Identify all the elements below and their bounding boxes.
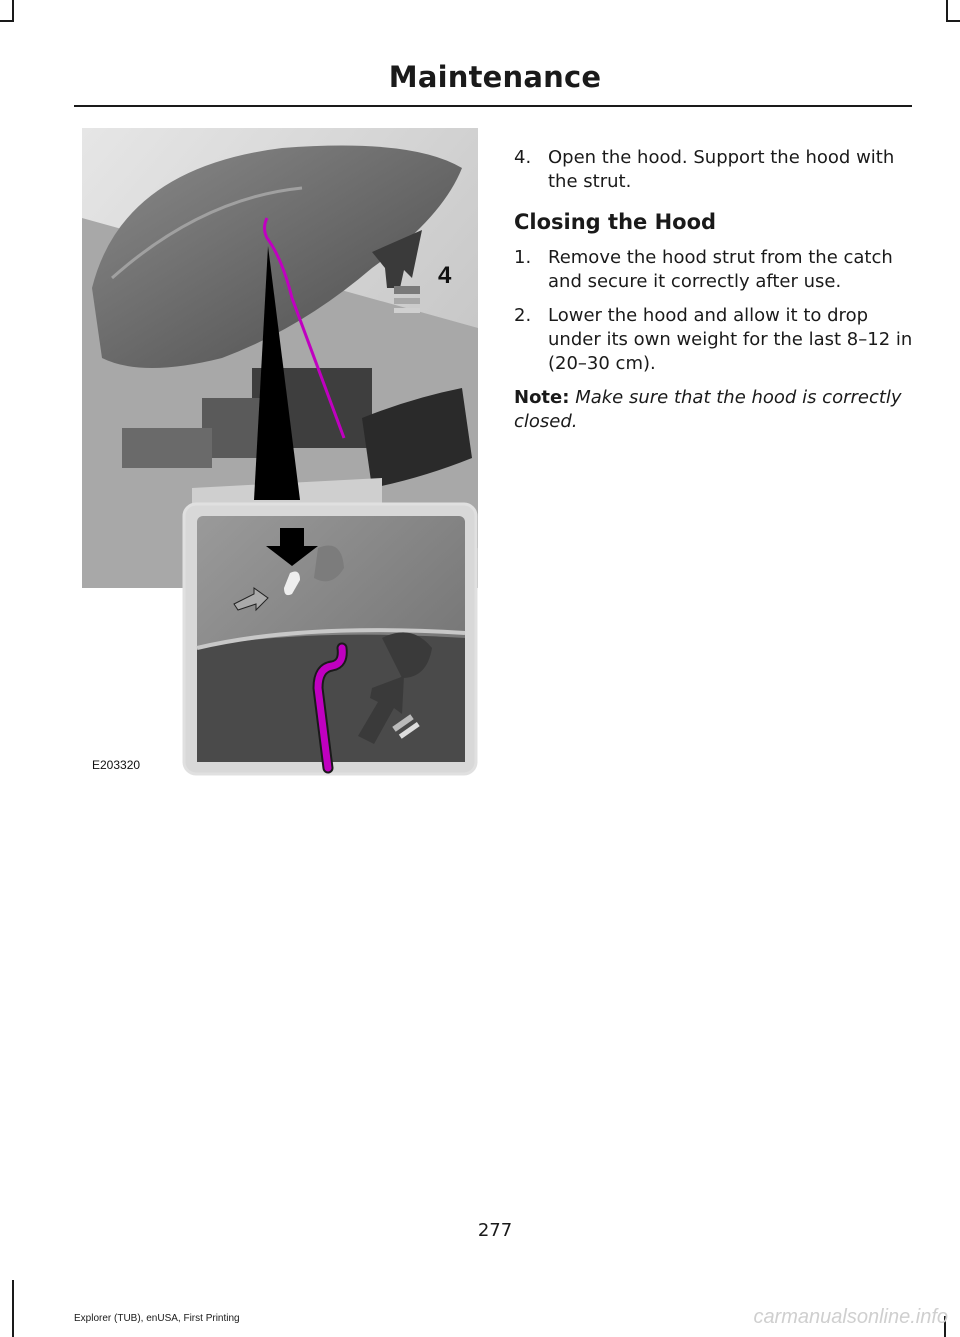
callout-number: 4	[438, 262, 452, 289]
note	[514, 386, 914, 434]
header-rule	[74, 105, 912, 107]
step-text: Open the hood. Support the hood with the strut.	[548, 147, 895, 192]
step-text: Remove the hood strut from the catch and secure it correctly after use.	[548, 247, 893, 292]
text-column	[514, 146, 914, 434]
list-item	[514, 146, 914, 194]
step-number: 2.	[514, 305, 532, 326]
note-label: Note:	[514, 387, 570, 408]
step-number: 1.	[514, 247, 532, 268]
hood-strut-illustration	[82, 128, 482, 780]
list-item	[514, 246, 914, 294]
list-item	[514, 304, 914, 376]
crop-mark	[0, 20, 14, 22]
footer-text: Explorer (TUB), enUSA, First Printing	[74, 1313, 240, 1324]
section-heading: Closing the Hood	[514, 210, 717, 234]
crop-mark	[946, 20, 960, 22]
page-number: 277	[477, 1220, 513, 1241]
step-text: Lower the hood and allow it to drop under its own weight for the last 8–12 in (20–30 cm).	[548, 305, 913, 374]
figure-id: E203320	[92, 758, 141, 772]
step-number: 4.	[514, 147, 532, 168]
crop-mark	[12, 1280, 14, 1337]
crop-mark	[946, 0, 948, 22]
note-text: Make sure that the hood is correctly closed.	[514, 387, 902, 432]
page-title: Maintenance	[388, 60, 602, 94]
crop-mark	[12, 0, 14, 22]
watermark: carmanualsonline.info	[753, 1306, 948, 1328]
